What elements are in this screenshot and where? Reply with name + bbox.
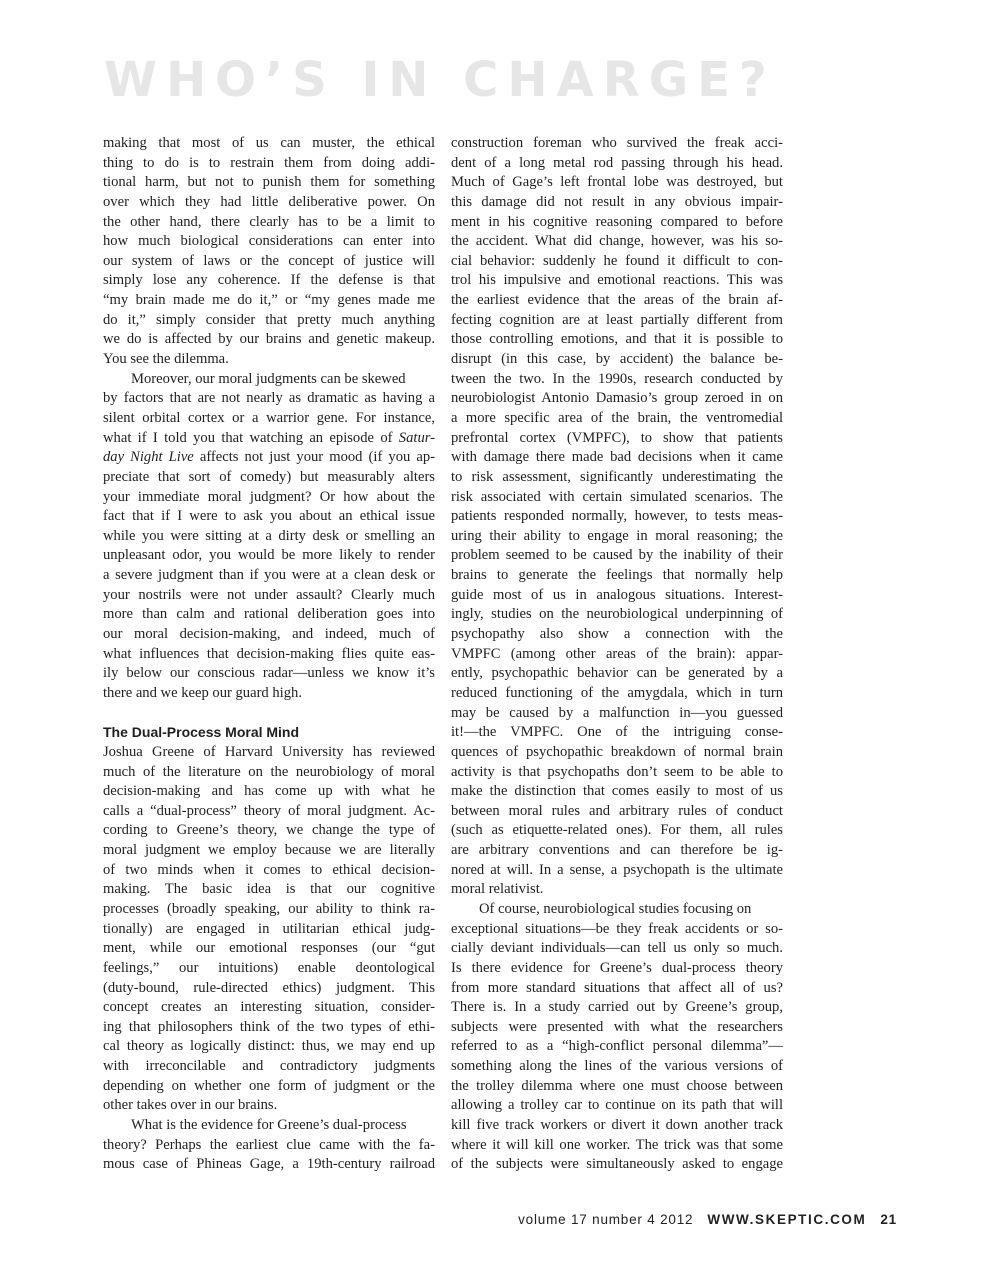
text-line: ily below our conscious radar—unless we know it’s: [103, 665, 435, 682]
text-line: ingly, studies on the neurobiological underpinning of: [451, 606, 783, 623]
text-line: of the subjects were simultaneously asked to engage: [451, 1156, 783, 1173]
text-line: from more standard situations that affect all of us?: [451, 979, 783, 996]
text-line: exceptional situations—be they freak accidents or so-: [451, 920, 783, 937]
text-line: there and we keep our guard high.: [103, 684, 302, 701]
text-line: what if I told you that watching an episode of Satur-: [103, 429, 435, 446]
text-line: prefrontal cortex (VMPFC), to show that patients: [451, 429, 783, 446]
text-line: cial behavior: suddenly he found it difficult to con-: [451, 252, 783, 269]
text-line: something along the lines of the various versions of: [451, 1058, 783, 1075]
text-line: over which they had little deliberative power. On: [103, 193, 435, 210]
text-line: ing that philosophers think of the two types of ethi-: [103, 1018, 435, 1035]
text-line: this damage did not result in any obvious impair-: [451, 193, 783, 210]
text-line: how much biological considerations can enter into: [103, 233, 435, 250]
issue-info: volume 17 number 4 2012: [518, 1212, 694, 1227]
text-line: (duty-bound, rule-directed ethics) judgment. This: [103, 979, 435, 996]
text-line: cially deviant individuals—can tell us only so much.: [451, 940, 783, 957]
section-heading: The Dual-Process Moral Mind: [103, 724, 300, 741]
text-line: What is the evidence for Greene’s dual-process: [131, 1117, 407, 1134]
text-line: other takes over in our brains.: [103, 1097, 278, 1114]
text-line: guide most of us in analogous situations. Interest-: [451, 586, 783, 603]
text-line: with irreconcilable and contradictory judgments: [103, 1058, 435, 1075]
text-line: preciate that sort of comedy) but measurably alters: [103, 468, 435, 485]
text-line: your immediate moral judgment? Or how about the: [103, 488, 435, 505]
text-line: simply lose any coherence. If the defense is that: [103, 272, 435, 289]
text-line: the earliest evidence that the areas of the brain af-: [451, 292, 783, 309]
text-line: to risk assessment, significantly underestimating the: [451, 468, 783, 485]
text-line: more than calm and rational deliberation goes into: [103, 606, 435, 623]
text-line: where it will kill one worker. The trick was that some: [451, 1136, 783, 1153]
right-column: [451, 134, 783, 1175]
text-line: tween the two. In the 1990s, research conducted by: [451, 370, 783, 387]
text-line: tional harm, but not to punish them for something: [103, 174, 435, 191]
text-line: making. The basic idea is that our cognitive: [103, 881, 435, 898]
text-line: You see the dilemma.: [103, 351, 229, 368]
text-line: cording to Greene’s theory, we change the type of: [103, 822, 435, 839]
text-line: with damage there made bad decisions when it came: [451, 449, 783, 466]
text-line: Of course, neurobiological studies focusing on: [479, 900, 752, 917]
text-line: calls a “dual-process” theory of moral judgment. Ac-: [103, 802, 435, 819]
text-line: construction foreman who survived the freak acci-: [451, 135, 783, 151]
text-line: risk associated with certain simulated scenarios. The: [451, 488, 783, 505]
text-line: trol his impulsive and emotional reactions. This was: [451, 272, 783, 289]
text-line: may be caused by a malfunction in—you guessed: [451, 704, 783, 721]
text-line: we do is affected by our brains and genetic makeup.: [103, 331, 435, 348]
text-line: kill five track workers or divert it down another track: [451, 1117, 783, 1134]
text-line: Moreover, our moral judgments can be skewed: [131, 370, 406, 387]
text-line: subjects were presented with what the researchers: [451, 1018, 783, 1035]
text-line: referred to as a “high-conflict personal dilemma”—: [451, 1038, 783, 1055]
website-url: WWW.SKEPTIC.COM: [707, 1212, 867, 1227]
text-line: thing to do is to restrain them from doing addi-: [103, 154, 435, 171]
text-line: make the distinction that comes easily to most of us: [451, 783, 783, 800]
text-line: reduced functioning of the amygdala, which in turn: [451, 684, 783, 701]
text-line: VMPFC (among other areas of the brain): appar-: [451, 645, 783, 662]
text-line: “my brain made me do it,” or “my genes made me: [103, 292, 435, 309]
text-line: uring their ability to engage in moral reasoning; the: [451, 527, 783, 544]
text-line: day Night Live affects not just your mood (if you ap-: [103, 449, 435, 466]
text-line: do it,” simply consider that pretty much anything: [103, 311, 435, 328]
text-line: while you were sitting at a dirty desk or smelling an: [103, 527, 435, 544]
text-line: much of the literature on the neurobiology of moral: [103, 763, 435, 780]
text-line: a more specific area of the brain, the ventromedial: [451, 409, 783, 426]
text-line: moral relativist.: [451, 881, 544, 898]
text-line: quences of psychopathic breakdown of normal brain: [451, 743, 783, 760]
text-line: moral judgment we employ because we are literally: [103, 842, 435, 859]
text-line: those controlling emotions, and that it is possible to: [451, 331, 783, 348]
text-line: activity is that psychopaths don’t seem to be able to: [451, 763, 783, 780]
text-line: brains to generate the feelings that normally help: [451, 567, 783, 584]
text-line: psychopathy also show a connection with the: [451, 626, 783, 643]
text-line: unpleasant odor, you would be more likely to render: [103, 547, 435, 564]
text-line: fecting cognition are at least partially different from: [451, 311, 783, 328]
text-line: it!—the VMPFC. One of the intriguing conse-: [451, 724, 783, 741]
page-footer: [518, 1212, 897, 1227]
text-line: your nostrils were not under assault? Clearly much: [103, 586, 435, 603]
text-line: the other hand, there clearly has to be a limit to: [103, 213, 435, 230]
text-line: problem seemed to be caused by the inability of their: [451, 547, 783, 564]
text-line: dent of a long metal rod passing through his head.: [451, 154, 783, 171]
text-line: [103, 704, 435, 724]
text-line: fact that if I were to ask you about an ethical issue: [103, 508, 435, 525]
text-line: the trolley dilemma where one must choose between: [451, 1077, 783, 1094]
text-line: (such as etiquette-related ones). For them, all rules: [451, 822, 783, 839]
text-line: neurobiologist Antonio Damasio’s group zeroed in on: [451, 390, 783, 407]
text-line: silent orbital cortex or a warrior gene. For instance,: [103, 409, 435, 426]
text-line: ently, psychopathic behavior can be generated by a: [451, 665, 783, 682]
text-line: Much of Gage’s left frontal lobe was destroyed, but: [451, 174, 783, 191]
text-line: a severe judgment than if you were at a clean desk or: [103, 567, 435, 584]
page-number: 21: [880, 1212, 897, 1227]
text-line: nored at will. In a sense, a psychopath is the ultimate: [451, 861, 783, 878]
text-line: theory? Perhaps the earliest clue came with the fa-: [103, 1136, 435, 1153]
text-line: patients responded normally, however, to tests meas-: [451, 508, 783, 525]
text-line: feelings,” our intuitions) enable deontological: [103, 959, 435, 976]
left-column: [103, 134, 435, 1175]
running-header: WHO’S IN CHARGE?: [104, 52, 776, 108]
text-line: what influences that decision-making flies quite eas-: [103, 645, 435, 662]
text-line: cal theory as logically distinct: thus, we may end up: [103, 1038, 435, 1055]
text-line: ment in his cognitive reasoning compared to before: [451, 213, 783, 230]
text-line: of two minds when it comes to ethical decision-: [103, 861, 435, 878]
text-line: There is. In a study carried out by Greene’s group,: [451, 999, 783, 1016]
text-line: allowing a trolley car to continue on its path that will: [451, 1097, 783, 1114]
text-line: tionally) are engaged in utilitarian ethical judg-: [103, 920, 435, 937]
text-line: disrupt (in this case, by accident) the balance be-: [451, 351, 783, 368]
text-line: Joshua Greene of Harvard University has reviewed: [103, 743, 435, 760]
text-line: ment, while our emotional responses (our “gut: [103, 940, 435, 957]
text-line: processes (broadly speaking, our ability to think ra-: [103, 900, 435, 917]
text-line: making that most of us can muster, the ethical: [103, 135, 435, 151]
text-line: mous case of Phineas Gage, a 19th-century railroad: [103, 1156, 435, 1173]
text-line: between moral rules and arbitrary rules of conduct: [451, 802, 783, 819]
text-line: the accident. What did change, however, was his so-: [451, 233, 783, 250]
text-line: concept creates an interesting situation, consider-: [103, 999, 435, 1016]
text-line: our moral decision-making, and indeed, much of: [103, 626, 435, 643]
text-line: are arbitrary conventions and can therefore be ig-: [451, 842, 783, 859]
text-line: decision-making and has come up with what he: [103, 783, 435, 800]
text-line: our system of laws or the concept of justice will: [103, 252, 435, 269]
text-line: by factors that are not nearly as dramatic as having a: [103, 390, 435, 407]
text-line: depending on whether one form of judgment or the: [103, 1077, 435, 1094]
text-line: Is there evidence for Greene’s dual-process theory: [451, 959, 783, 976]
